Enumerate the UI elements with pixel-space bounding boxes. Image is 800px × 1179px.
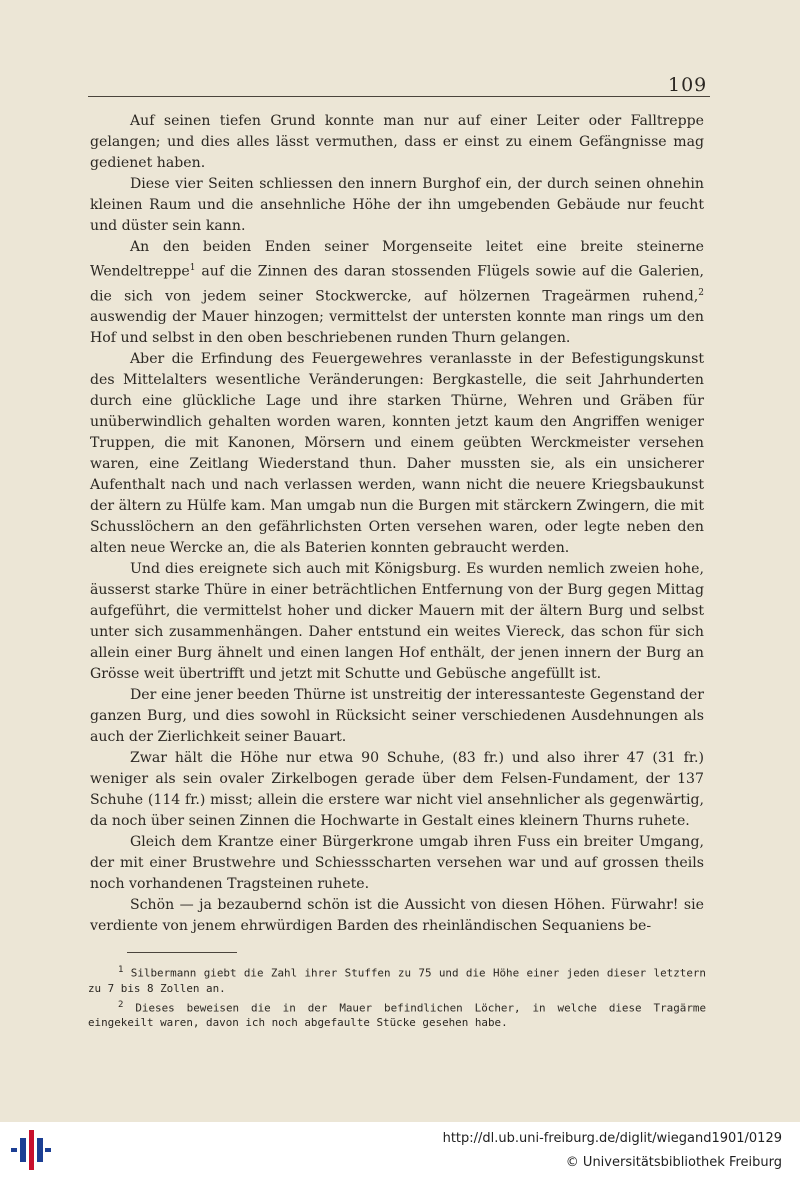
paragraph-3 (90, 237, 704, 349)
header-rule (88, 96, 710, 97)
paragraph-6: Der eine jener beeden Thürne ist unstreitig der interessanteste Gegenstand der ganzen Burg, und dies sowohl in Rücksicht seiner verschiedenen Ausdehnungen als auch der Zierlichkeit seiner Bauart. (90, 687, 704, 746)
footnote-1 (88, 963, 706, 996)
footnote-mark-1: 1 (118, 965, 124, 975)
footnote-1-text: Silbermann giebt die Zahl ihrer Stuffen zu 75 und die Höhe einer jeden dieser letztern zu 7 bis 8 Zollen an. (88, 966, 706, 995)
paragraph-8: Gleich dem Krantze einer Bürgerkrone umgab ihren Fuss ein breiter Umgang, der mit einer Brustwehre und Schiessscharten versehen war und auf grossen theils noch vorhandenen Tragsteinen ruhete. (90, 834, 704, 893)
paragraph-3-part-2: auf die Zinnen des daran stossenden Flügels sowie auf die Galerien, die sich von jedem seiner Stockwercke, auf hölzernen Trageärmen ruhend, (90, 263, 705, 305)
footnote-2-text: Dieses beweisen die in der Mauer befindlichen Löcher, in welche diese Tragärme eingekeilt waren, davon ich noch abgefaulte Stücke gesehen habe. (88, 1001, 706, 1030)
paragraph-4: Aber die Erfindung des Feuergewehres veranlasste in der Befestigungskunst des Mittelalters wesentliche Veränderungen: Bergkastelle, die seit Jahrhunderten durch eine glückliche Lage und ihre starken Thürne, Wehren und Gräben für unüberwindlich gehalten worden waren, konnten jetzt kaum den Angriffen weniger Truppen, die mit Kanonen, Mörsern und einem geübten Werckmeister versehen waren, eine Zeitlang Wiederstand thun. Daher mussten sie, als ein unsicherer Aufenthalt nach und nach verlassen werden, wann nicht die neuere Kriegsbaukunst der ältern zu Hülfe kam. Man umgab nun die Burgen mit stärckern Zwingern, die mit Schusslöchern an den gefährlichsten Orten versehen waren, oder legte neben den alten neue Wercke an, die als Baterien konnten gebraucht werden. (90, 351, 704, 557)
footnote-ref-2: 2 (698, 287, 704, 298)
paragraph-9: Schön — ja bezaubernd schön ist die Aussicht von diesen Höhen. Fürwahr! sie verdiente von jenem ehrwürdigen Barden des rheinländischen Sequaniens be- (90, 897, 704, 935)
footnote-mark-2: 2 (118, 999, 124, 1010)
footnote-2 (88, 998, 706, 1031)
paragraph-1: Auf seinen tiefen Grund konnte man nur auf einer Leiter oder Falltreppe gelangen; und dies alles lässt vermuthen, dass er einst zu einem Gefängnisse mag gedienet haben. (90, 113, 704, 171)
paragraph-5: Und dies ereignete sich auch mit Königsburg. Es wurden nemlich zweien hohe, äusserst starke Thüre in einer beträchtlichen Entfernung von der Burg gegen Mittag aufgeführt, die vermittelst hoher und dicker Mauern mit der ältern Burg und selbst unter sich zusammenhängen. Daher entstund ein weites Viereck, das schon für sich allein einer Burg ähnelt und einen langen Hof enthält, der jenen innern der Burg an Grösse weit übertrifft und jetzt mit Schutte und Gebüsche angefüllt ist. (90, 561, 704, 683)
paragraph-3-part-3: auswendig der Mauer hinzogen; vermittelst der untersten konnte man rings um den Hof und selbst in den oben beschriebenen runden Thurn gelangen. (90, 309, 704, 347)
footnote-ref-1: 1 (189, 263, 196, 273)
paragraph-7: Zwar hält die Höhe nur etwa 90 Schuhe, (83 fr.) und also ihrer 47 (31 fr.) weniger als sein ovaler Zirkelbogen gerade über dem Felsen-Fundament, der 137 Schuhe (114 fr.) misst; allein die erstere war nicht viel ansehnlicher als gegenwärtig, da noch über seinen Zinnen die Hochwarte in Gestalt eines kleinern Thurns ruhete. (90, 750, 704, 830)
permalink-url[interactable]: http://dl.ub.uni-freiburg.de/diglit/wiegand1901/0129 (442, 1131, 782, 1146)
paragraph-3-part-1: An den beiden Enden seiner Morgenseite leitet eine breite steinerne Wendeltreppe (90, 239, 704, 280)
body-text (90, 111, 704, 937)
footer-bar (0, 1122, 800, 1179)
paragraph-2: Diese vier Seiten schliessen den innern Burghof ein, der durch seinen ohnehin kleinen Raum und die ansehnliche Höhe der ihn umgebenden Gebäude nur feucht und düster sein kann. (90, 176, 704, 234)
footnote-rule (127, 952, 237, 953)
copyright-notice: © Universitätsbibliothek Freiburg (565, 1155, 782, 1170)
footnotes (88, 963, 706, 1032)
page-number: 109 (668, 74, 708, 96)
ub-freiburg-logo-icon[interactable] (11, 1128, 51, 1172)
